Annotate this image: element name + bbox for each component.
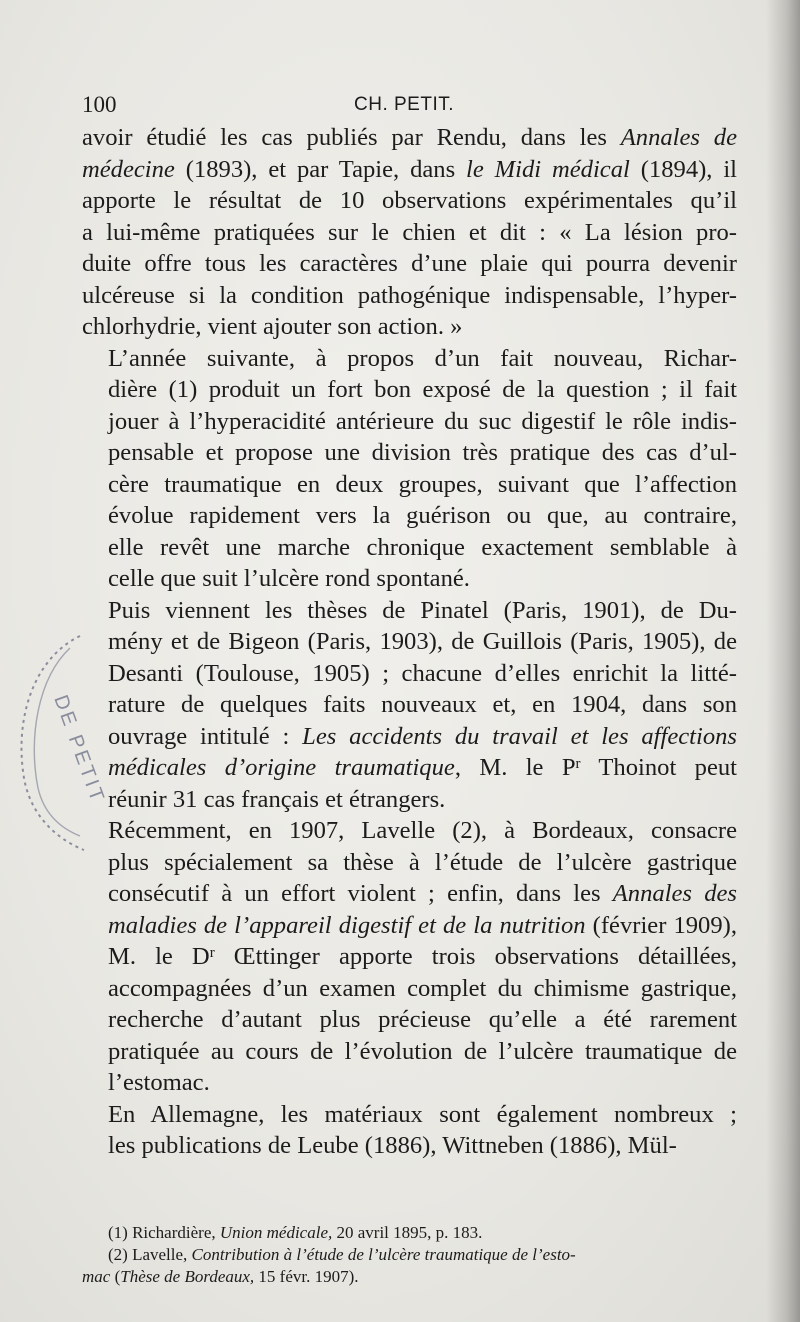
text-run: Thoinot peut [580, 754, 737, 781]
page-header [82, 92, 732, 122]
text-line [82, 185, 737, 217]
text-line [82, 217, 737, 249]
text-run: apporte le résultat de 10 observations expérimentales qu’il [82, 187, 737, 214]
footnotes [82, 1222, 737, 1288]
text-run: 20 avril 1895, p. 183. [332, 1223, 483, 1242]
text-line [82, 563, 737, 595]
text-run: M. le D [108, 943, 210, 970]
text-line [82, 721, 737, 753]
text-run: (1894), il [629, 155, 737, 183]
text-line [82, 1067, 737, 1099]
text-line [82, 248, 737, 280]
body-text [82, 122, 737, 1162]
text-run: (2) Lavelle, [108, 1245, 192, 1264]
text-run: ulcéreuse si la condition pathogénique indispensable, l’hyper- [82, 281, 737, 309]
text-run: pratiquée au cours de l’évolution de l’ulcère traumatique de [108, 1037, 737, 1065]
text-line [82, 500, 737, 532]
text-run: dière (1) produit un fort bon exposé de la question ; il fait [108, 376, 737, 403]
text-line [82, 469, 737, 501]
text-run: chlorhydrie, vient ajouter son action. » [82, 313, 463, 340]
text-run: Récemment, en 1907, Lavelle (2), à Bordeaux, consacre [108, 817, 737, 844]
text-run: consécutif à un effort violent ; enfin, dans les [108, 880, 613, 907]
footnote-line [82, 1222, 737, 1244]
italic-text: le Midi médical [466, 155, 630, 183]
text-run: les publications de Leube (1886), Wittneben (1886), Mül- [108, 1132, 677, 1159]
text-run: 15 févr. 1907). [254, 1267, 359, 1286]
text-run: duite offre tous les caractères d’une plaie qui pourra devenir [82, 250, 737, 277]
superscript: r [575, 756, 581, 772]
text-run: Desanti (Toulouse, 1905) ; chacune d’elles enrichit la litté- [108, 659, 737, 687]
italic-text: mac [82, 1267, 111, 1286]
text-run: cère traumatique en deux groupes, suivant que l’affection [108, 470, 737, 498]
text-run: jouer à l’hyperacidité antérieure du suc digestif le rôle indis- [108, 407, 737, 435]
paragraph [82, 343, 737, 595]
text-line [82, 878, 737, 910]
italic-text: Annales des [612, 880, 737, 907]
page-number: 100 [82, 92, 117, 117]
text-line [82, 374, 737, 406]
text-run: réunir 31 cas français et étrangers. [108, 785, 446, 813]
text-line [82, 815, 737, 847]
text-line [82, 122, 737, 154]
footnote-line [82, 1266, 737, 1288]
text-run: (1) Richardière, [108, 1223, 220, 1242]
text-run: (février 1909), [585, 911, 737, 939]
text-run: l’estomac. [108, 1069, 210, 1096]
paragraph [82, 1099, 737, 1162]
text-run: ( [110, 1267, 121, 1286]
text-run: accompagnées d’un examen complet du chimisme gastrique, [108, 974, 737, 1002]
text-run: plus spécialement sa thèse à l’étude de l’ulcère gastrique [108, 848, 737, 876]
text-run: mény et de Bigeon (Paris, 1903), de Guillois (Paris, 1905), de [108, 628, 737, 655]
text-line [82, 1099, 737, 1131]
italic-text: maladies de l’appareil digestif et de la nutrition [108, 911, 586, 939]
text-line [82, 910, 737, 942]
text-line [82, 1130, 737, 1162]
text-line [82, 784, 737, 816]
stamp-lettering: DE PETIT [49, 692, 109, 807]
binding-shadow [766, 0, 800, 1322]
text-line [82, 658, 737, 690]
text-line [82, 406, 737, 438]
text-line [82, 595, 737, 627]
text-line [82, 973, 737, 1005]
italic-text: Union médicale, [219, 1223, 333, 1242]
text-run: ouvrage intitulé : [108, 722, 303, 750]
italic-text: médecine [82, 155, 175, 183]
text-line [82, 847, 737, 879]
italic-text: Thèse de Bordeaux, [120, 1267, 255, 1286]
italic-text: médicales d’origine traumatique [108, 754, 455, 781]
text-run: évolue rapidement vers la guérison ou que, au contraire, [108, 502, 737, 529]
text-line [82, 752, 737, 784]
italic-text: Contribution à l’étude de l’ulcère traumatique de l’esto- [191, 1245, 576, 1264]
text-run: L’année suivante, à propos d’un fait nouveau, Richar- [108, 344, 737, 372]
text-run: elle revêt une marche chronique exactement semblable à [108, 533, 737, 561]
text-line [82, 941, 737, 973]
text-line [82, 532, 737, 564]
text-run: rature de quelques faits nouveaux et, en 1904, dans son [108, 691, 737, 718]
italic-text: Les accidents du travail et les affections [302, 722, 737, 750]
text-run: (1893), et par Tapie, dans [174, 155, 467, 183]
paragraph [82, 815, 737, 1099]
text-line [82, 1036, 737, 1068]
text-run: pensable et propose une division très pratique des cas d’ul- [108, 439, 737, 466]
superscript: r [209, 945, 215, 961]
italic-text: Annales de [620, 124, 737, 151]
text-line [82, 689, 737, 721]
text-line [82, 1004, 737, 1036]
text-run: recherche d’autant plus précieuse qu’elle a été rarement [108, 1006, 737, 1033]
text-line [82, 626, 737, 658]
running-head: CH. PETIT. [354, 94, 455, 115]
text-line [82, 343, 737, 375]
text-line [82, 437, 737, 469]
paragraph [82, 122, 737, 343]
text-run: , M. le P [454, 754, 576, 781]
text-run: avoir étudié les cas publiés par Rendu, dans les [82, 124, 621, 151]
text-run: En Allemagne, les matériaux sont également nombreux ; [108, 1100, 737, 1128]
text-run: a lui-même pratiquées sur le chien et dit : « La lésion pro- [82, 218, 737, 246]
library-stamp-icon [0, 628, 109, 858]
paragraph [82, 595, 737, 816]
text-run: Œttinger apporte trois observations détaillées, [214, 943, 737, 970]
text-run: Puis viennent les thèses de Pinatel (Paris, 1901), de Du- [108, 596, 737, 624]
text-line [82, 280, 737, 312]
text-line [82, 311, 737, 343]
text-line [82, 154, 737, 186]
footnote-line [82, 1244, 737, 1266]
text-run: celle que suit l’ulcère rond spontané. [108, 565, 470, 592]
